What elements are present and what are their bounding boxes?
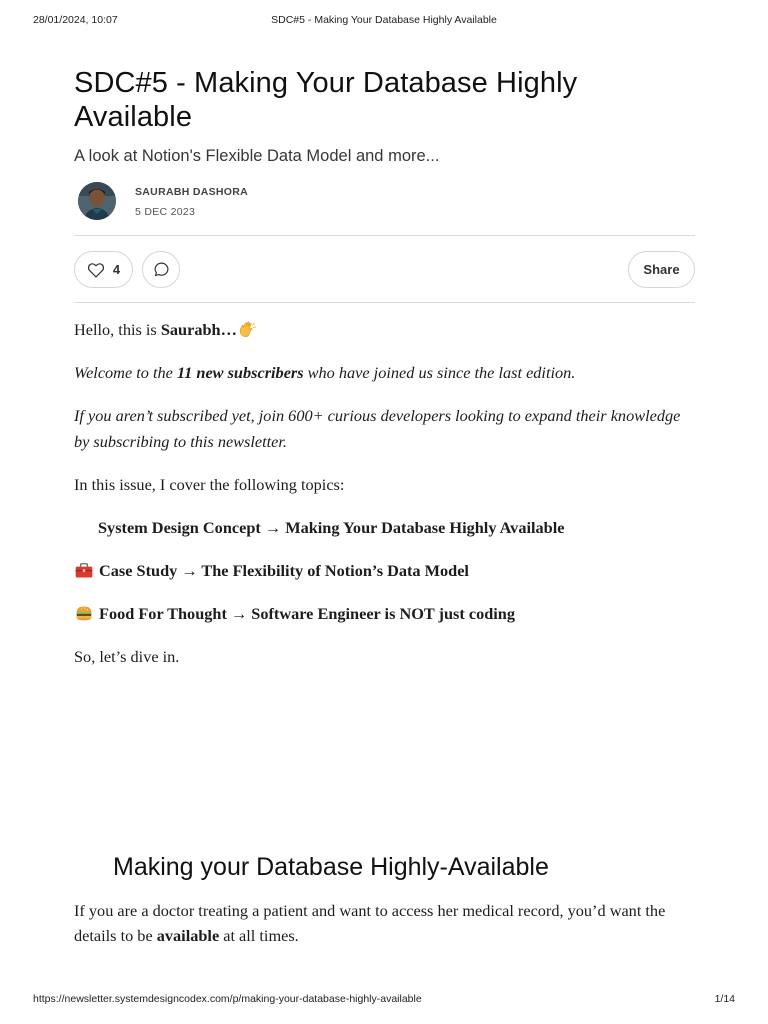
greeting-prefix: Hello, this is (74, 320, 161, 339)
divider (74, 302, 695, 303)
greeting-name: Saurabh… (160, 320, 237, 339)
author-name[interactable]: SAURABH DASHORA (135, 186, 249, 198)
toolbox-icon (74, 561, 94, 579)
print-datetime: 28/01/2024, 10:07 (33, 14, 118, 26)
print-url: https://newsletter.systemdesigncodex.com/p/making-your-database-highly-available (33, 993, 422, 1005)
byline (74, 182, 695, 220)
post-subtitle: A look at Notion's Flexible Data Model and more... (74, 147, 440, 165)
like-count: 4 (112, 262, 121, 277)
waving-hand-icon (237, 320, 257, 338)
greeting (74, 317, 695, 343)
topic-2-label: Case Study → The Flexibility of Notion’s Data Model (99, 561, 469, 580)
welcome-line (74, 360, 695, 386)
article (74, 66, 695, 670)
page-number: 1/14 (714, 993, 735, 1005)
like-button[interactable] (74, 251, 133, 288)
avatar-photo-icon (78, 182, 116, 220)
action-bar (74, 236, 695, 302)
author-block (135, 186, 248, 218)
hamburger-icon (74, 604, 94, 622)
section-heading: Making your Database Highly-Available (113, 853, 549, 881)
section-para-bold: available (156, 926, 220, 945)
welcome-suffix: who have joined us since the last edition. (303, 363, 576, 382)
topic-3-label: Food For Thought → Software Engineer is NOT just coding (99, 604, 515, 623)
section-para-prefix: If you are a doctor treating a patient and want to access her medical record, you’d want the details to be (74, 901, 666, 945)
heart-icon (87, 262, 105, 278)
outro: So, let’s dive in. (74, 647, 180, 666)
topic-item (74, 515, 695, 541)
new-subscribers-link[interactable]: 11 new subscribers (176, 363, 304, 382)
article-body (74, 317, 695, 670)
print-doc-title: SDC#5 - Making Your Database Highly Available (271, 14, 497, 26)
topic-item (74, 558, 695, 584)
topic-item (74, 601, 695, 627)
print-footer (33, 993, 735, 1009)
section-paragraph (74, 898, 695, 948)
publish-date: 5 DEC 2023 (135, 206, 196, 218)
author-avatar[interactable] (78, 182, 116, 220)
welcome-prefix: Welcome to the (74, 363, 177, 382)
comment-button[interactable] (142, 251, 180, 288)
print-header (33, 14, 735, 30)
section-para-suffix: at all times. (219, 926, 299, 945)
topics-intro: In this issue, I cover the following topics: (74, 475, 345, 494)
comment-bubble-icon (153, 261, 170, 278)
post-title: SDC#5 - Making Your Database Highly Available (74, 67, 578, 133)
topic-1-label: System Design Concept → Making Your Database Highly Available (98, 518, 565, 537)
subscribe-note: If you aren’t subscribed yet, join 600+ curious developers looking to expand their knowledge by subscribing to this newsletter. (74, 406, 681, 451)
share-button[interactable]: Share (628, 251, 695, 288)
